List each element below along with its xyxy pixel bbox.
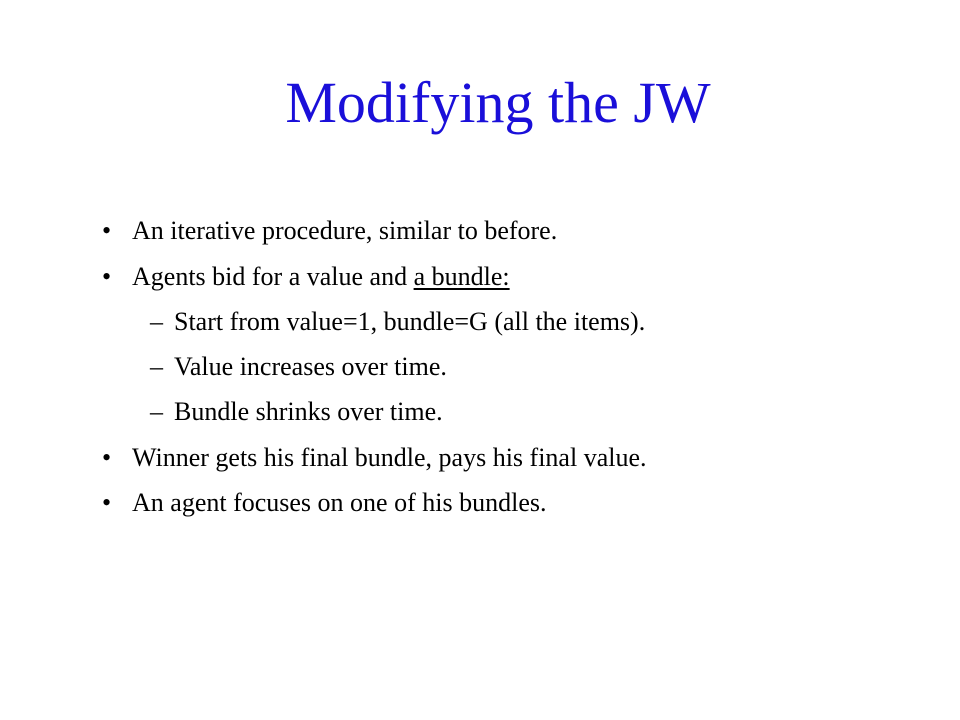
bullet-text: An iterative procedure, similar to before. — [132, 216, 558, 245]
bullet-text-underlined: a bundle: — [413, 262, 510, 291]
bullet-icon: • — [102, 262, 112, 291]
dash-icon: – — [150, 397, 163, 426]
slide-title: Modifying the JW — [285, 70, 711, 135]
sub-bullet-text: Value increases over time. — [174, 352, 447, 381]
sub-bullet-text: Start from value=1, bundle=G (all the items). — [174, 307, 646, 336]
bullet-icon: • — [102, 443, 112, 472]
bullet-text: An agent focuses on one of his bundles. — [132, 488, 547, 517]
bullet-icon: • — [102, 216, 112, 245]
bullet-text: Winner gets his final bundle, pays his final value. — [132, 443, 647, 472]
dash-icon: – — [150, 352, 163, 381]
sub-bullet-text: Bundle shrinks over time. — [174, 397, 443, 426]
bullet-text — [132, 261, 510, 293]
dash-icon: – — [150, 307, 163, 336]
bullet-icon: • — [102, 488, 112, 517]
bullet-text-plain: Agents bid for a value and — [132, 262, 414, 291]
